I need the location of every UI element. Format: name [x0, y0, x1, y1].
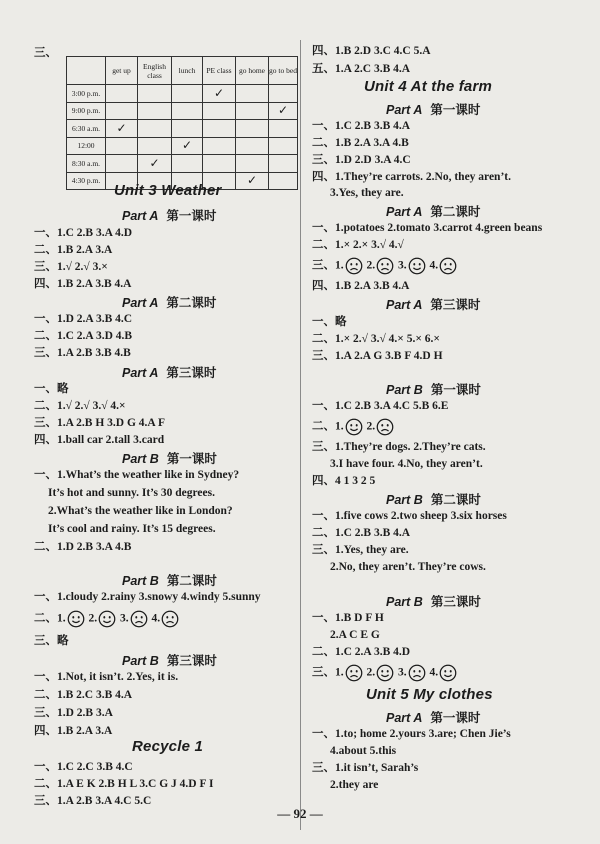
answer-line: 一、1.C 2.B 3.A 4.D	[34, 227, 133, 239]
table-row	[67, 85, 298, 103]
part-label: Part A	[122, 366, 159, 380]
table-cell: ✓	[138, 155, 172, 173]
table-time-cell: 3:00 p.m.	[67, 85, 106, 103]
table-cell	[106, 155, 138, 173]
section-heading	[386, 592, 481, 610]
lesson-label: 第二课时	[166, 296, 217, 310]
table-cell	[138, 102, 172, 120]
answer-line: 一、1.C 2.C 3.B 4.C	[34, 761, 133, 773]
answer-line: 一、1.C 2.B 3.B 4.A	[312, 120, 411, 132]
answer-line: 一、1.five cows 2.two sheep 3.six horses	[312, 510, 507, 522]
smiley-face-icon	[98, 610, 116, 628]
sad-face-icon	[376, 257, 394, 275]
table-cell	[138, 85, 172, 103]
answer-line: 2.they are	[330, 779, 379, 791]
answer-line: 四、1.ball car 2.tall 3.card	[34, 434, 165, 446]
answer-line: 四、1.B 2.A 3.A	[34, 725, 113, 737]
table-cell	[269, 85, 298, 103]
table-header-row	[67, 57, 298, 85]
section-heading	[386, 490, 481, 508]
table-cell	[236, 102, 269, 120]
answer-line: 二、1.B 2.C 3.B 4.A	[34, 689, 133, 701]
table-cell	[106, 137, 138, 155]
answer-prefix: 二、1.	[312, 420, 344, 433]
table-time-cell: 8:30 a.m.	[67, 155, 106, 173]
table-cell: ✓	[203, 85, 236, 103]
section-heading	[122, 363, 216, 381]
table-time-cell: 9:00 p.m.	[67, 102, 106, 120]
table-row	[67, 102, 298, 120]
part-label: Part B	[386, 383, 423, 397]
answer-line: 二、1.C 2.A 3.D 4.B	[34, 330, 133, 342]
answer-prefix: 二、1.	[34, 612, 66, 625]
table-time-cell: 12:00	[67, 137, 106, 155]
section-heading	[122, 449, 217, 467]
face-answer-line	[312, 418, 395, 436]
answer-line: 4.about 5.this	[330, 745, 397, 757]
table-cell	[106, 102, 138, 120]
table-header-cell: lunch	[172, 57, 203, 85]
answer-line: It’s hot and sunny. It’s 30 degrees.	[48, 487, 215, 499]
part-label: Part A	[386, 103, 423, 117]
table-header-cell: English class	[138, 57, 172, 85]
table-cell	[203, 137, 236, 155]
answer-number: 4.	[429, 666, 439, 679]
table-cell	[106, 85, 138, 103]
page-number: — 92 —	[277, 806, 323, 821]
answer-line: 四、1.B 2.D 3.C 4.C 5.A	[312, 45, 431, 57]
table-header-cell: go to bed	[269, 57, 298, 85]
sad-face-icon	[439, 257, 457, 275]
sad-face-icon	[408, 664, 426, 682]
part-label: Part A	[122, 209, 159, 223]
answer-line: 一、1.Not, it isn’t. 2.Yes, it is.	[34, 671, 179, 683]
table-cell	[138, 137, 172, 155]
section-heading	[386, 708, 480, 726]
table-row	[67, 155, 298, 173]
sad-face-icon	[345, 257, 363, 275]
answer-line: 二、1.× 2.× 3.√ 4.√	[312, 239, 404, 251]
answer-number: 2.	[366, 259, 376, 272]
smiley-face-icon	[376, 664, 394, 682]
sad-face-icon	[130, 610, 148, 628]
answer-line: 三、1.A 2.B H 3.D G 4.A F	[34, 417, 165, 429]
unit-3-title: Unit 3 Weather	[114, 182, 222, 199]
table-cell	[172, 102, 203, 120]
answer-line: 一、1.B D F H	[312, 612, 384, 624]
answer-line: 三、略	[34, 635, 69, 647]
table-cell: ✓	[106, 120, 138, 138]
answer-line: 三、1.They’re dogs. 2.They’re cats.	[312, 441, 486, 453]
section-heading	[122, 571, 217, 589]
answer-line: 二、1.C 2.B 3.B 4.A	[312, 527, 411, 539]
lesson-label: 第二课时	[430, 205, 481, 219]
column-divider	[300, 40, 301, 830]
section-heading	[386, 100, 480, 118]
lesson-label: 第一课时	[430, 383, 481, 397]
answer-number: 2.	[88, 612, 98, 625]
lesson-label: 第三课时	[430, 298, 481, 312]
sad-face-icon	[345, 664, 363, 682]
part-label: Part B	[122, 654, 159, 668]
answer-number: 3.	[120, 612, 129, 625]
table-label: 三、	[34, 47, 57, 59]
face-answer-line	[312, 664, 458, 682]
schedule-table	[66, 56, 298, 190]
unit-4-title: Unit 4 At the farm	[364, 78, 493, 95]
face-answer-line	[34, 610, 180, 628]
table-header-cell	[67, 57, 106, 85]
part-label: Part A	[386, 711, 423, 725]
answer-line: 一、1.C 2.B 3.A 4.C 5.B 6.E	[312, 400, 449, 412]
answer-line: 3.I have four. 4.No, they aren’t.	[330, 458, 483, 470]
table-cell	[172, 155, 203, 173]
part-label: Part A	[386, 205, 423, 219]
table-cell	[203, 120, 236, 138]
smiley-face-icon	[345, 418, 363, 436]
lesson-label: 第一课时	[166, 452, 217, 466]
table-row	[67, 137, 298, 155]
answer-line: 四、1.They’re carrots. 2.No, they aren’t.	[312, 171, 511, 183]
section-heading	[386, 202, 480, 220]
table-cell	[269, 120, 298, 138]
answer-line: 一、1.potatoes 2.tomato 3.carrot 4.green beans	[312, 222, 543, 234]
table-cell	[269, 172, 298, 190]
lesson-label: 第三课时	[166, 654, 217, 668]
part-label: Part B	[122, 452, 159, 466]
answer-line: 四、1.B 2.A 3.B 4.A	[34, 278, 132, 290]
answer-line: 一、1.cloudy 2.rainy 3.snowy 4.windy 5.sunny	[34, 591, 261, 603]
answer-number: 3.	[398, 666, 407, 679]
recycle-1-title: Recycle 1	[132, 738, 204, 755]
sad-face-icon	[161, 610, 179, 628]
answer-line: 二、1.C 2.A 3.B 4.D	[312, 646, 411, 658]
answer-line: 一、1.to; home 2.yours 3.are; Chen Jie’s	[312, 728, 511, 740]
table-cell	[203, 155, 236, 173]
table-time-cell: 4:30 p.m.	[67, 172, 106, 190]
section-heading	[122, 293, 216, 311]
answer-line: 一、略	[34, 383, 69, 395]
answer-line: 二、1.× 2.√ 3.√ 4.× 5.× 6.×	[312, 333, 440, 345]
answer-line: 四、1.B 2.A 3.B 4.A	[312, 280, 410, 292]
part-label: Part B	[386, 493, 423, 507]
table-cell: ✓	[172, 137, 203, 155]
lesson-label: 第三课时	[430, 595, 481, 609]
answer-prefix: 三、1.	[312, 666, 344, 679]
table-header-cell: PE class	[203, 57, 236, 85]
answer-line: 五、1.A 2.C 3.B 4.A	[312, 63, 411, 75]
answer-number: 2.	[366, 420, 376, 433]
answer-line: 三、1.D 2.D 3.A 4.C	[312, 154, 411, 166]
table-cell	[203, 102, 236, 120]
answer-number: 2.	[366, 666, 376, 679]
answer-line: 三、1.D 2.B 3.A	[34, 707, 113, 719]
answer-line: 四、4 1 3 2 5	[312, 475, 376, 487]
table-cell	[236, 85, 269, 103]
answer-line: 三、1.it isn’t, Sarah’s	[312, 762, 419, 774]
lesson-label: 第一课时	[430, 103, 481, 117]
answer-prefix: 三、1.	[312, 259, 344, 272]
unit-5-title: Unit 5 My clothes	[366, 686, 493, 703]
table-cell	[236, 155, 269, 173]
smiley-face-icon	[439, 664, 457, 682]
answer-line: 三、1.A 2.B 3.B 4.B	[34, 347, 131, 359]
answer-line: 2.A C E G	[330, 629, 380, 641]
answer-line: 三、1.A 2.B 3.A 4.C 5.C	[34, 795, 152, 807]
table-header-cell: get up	[106, 57, 138, 85]
answer-line: 一、略	[312, 316, 347, 328]
answer-line: 二、1.B 2.A 3.A 4.B	[312, 137, 409, 149]
lesson-label: 第三课时	[166, 366, 217, 380]
lesson-label: 第二课时	[430, 493, 481, 507]
table-cell	[236, 137, 269, 155]
face-answer-line	[312, 257, 458, 275]
answer-line: 2.What’s the weather like in London?	[48, 505, 233, 517]
answer-line: 二、1.√ 2.√ 3.√ 4.×	[34, 400, 126, 412]
answer-line: 3.Yes, they are.	[330, 187, 404, 199]
part-label: Part B	[386, 595, 423, 609]
section-heading	[122, 206, 216, 224]
table-time-cell: 6:30 a.m.	[67, 120, 106, 138]
table-cell	[172, 120, 203, 138]
table-cell	[138, 120, 172, 138]
answer-line: 三、1.√ 2.√ 3.×	[34, 261, 108, 273]
answer-line: 三、1.Yes, they are.	[312, 544, 409, 556]
table-cell	[269, 155, 298, 173]
answer-line: 二、1.A E K 2.B H L 3.C G J 4.D F I	[34, 778, 214, 790]
table-cell: ✓	[236, 172, 269, 190]
part-label: Part B	[122, 574, 159, 588]
answer-line: 二、1.D 2.B 3.A 4.B	[34, 541, 132, 553]
sad-face-icon	[376, 418, 394, 436]
section-heading	[386, 295, 480, 313]
section-heading	[386, 380, 481, 398]
smiley-face-icon	[408, 257, 426, 275]
table-row	[67, 120, 298, 138]
table-cell: ✓	[269, 102, 298, 120]
lesson-label: 第一课时	[430, 711, 481, 725]
table-header-cell: go home	[236, 57, 269, 85]
answer-line: 2.No, they aren’t. They’re cows.	[330, 561, 486, 573]
answer-line: It’s cool and rainy. It’s 15 degrees.	[48, 523, 216, 535]
answer-number: 4.	[151, 612, 161, 625]
answer-line: 一、1.What’s the weather like in Sydney?	[34, 469, 240, 481]
section-heading	[122, 651, 217, 669]
answer-line: 三、1.A 2.A G 3.B F 4.D H	[312, 350, 443, 362]
table-cell	[269, 137, 298, 155]
lesson-label: 第一课时	[166, 209, 217, 223]
answer-number: 3.	[398, 259, 407, 272]
answer-line: 一、1.D 2.A 3.B 4.C	[34, 313, 133, 325]
table-cell	[236, 120, 269, 138]
answer-line: 二、1.B 2.A 3.A	[34, 244, 113, 256]
part-label: Part A	[386, 298, 423, 312]
smiley-face-icon	[67, 610, 85, 628]
lesson-label: 第二课时	[166, 574, 217, 588]
part-label: Part A	[122, 296, 159, 310]
answer-number: 4.	[429, 259, 439, 272]
table-cell	[172, 85, 203, 103]
